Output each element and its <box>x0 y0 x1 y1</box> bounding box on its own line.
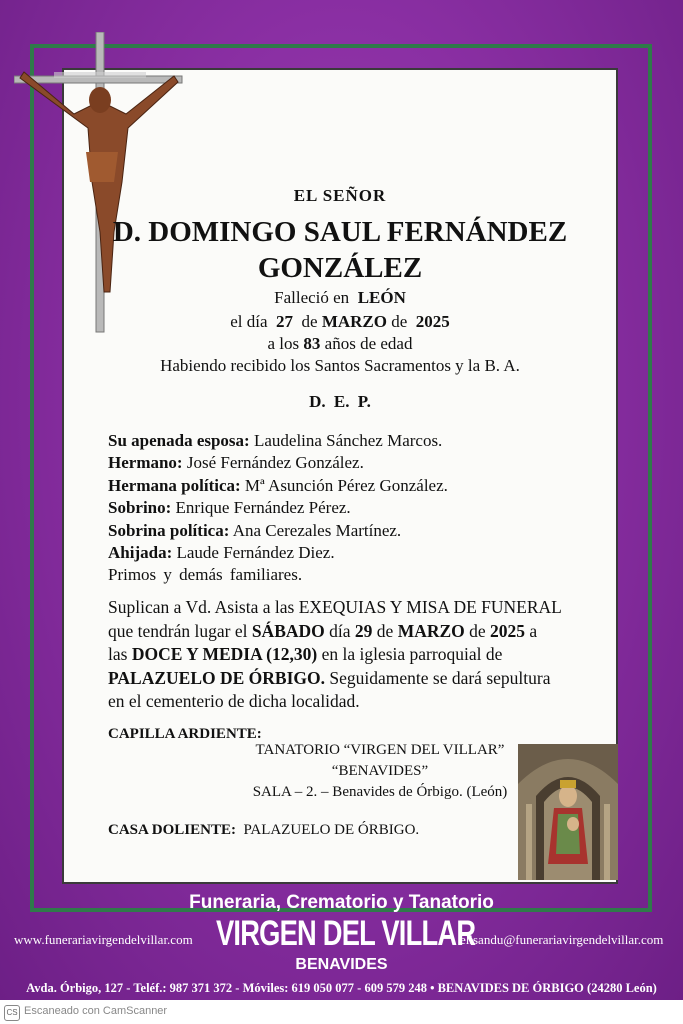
family-value: Enrique Fernández Pérez. <box>175 498 351 518</box>
request-line1: Suplican a Vd. Asista a las EXEQUIAS Y MISA DE FUNERAL <box>108 597 562 617</box>
sacraments-line: Habiendo recibido los Santos Sacramentos y la B. A. <box>160 356 520 375</box>
footer-address: Avda. Órbigo, 127 - Teléf.: 987 371 372 - Móviles: 619 050 077 - 609 579 248 • BENAVIDES DE ÓRBIGO (24280 León) <box>26 981 657 995</box>
request-line4 <box>108 667 594 691</box>
scanner-text: Escaneado con CamScanner <box>24 1005 168 1017</box>
chapel-line3: SALA – 2. – Benavides de Órbigo. (León) <box>252 784 508 800</box>
request-text: de <box>372 620 398 641</box>
family-label: Hermano: <box>108 453 183 473</box>
deceased-name-line1: D. DOMINGO SAUL FERNÁNDEZ <box>112 216 568 248</box>
date-de1: de <box>301 312 318 331</box>
family-list <box>108 430 448 587</box>
family-label: Hermana política: <box>108 475 241 495</box>
request-text: en la iglesia parroquial de <box>317 644 503 664</box>
family-label: Sobrino: <box>108 498 172 518</box>
family-row <box>108 497 448 519</box>
died-line <box>62 288 618 308</box>
request-paragraph <box>108 596 594 714</box>
died-prefix: Falleció en <box>274 288 350 307</box>
virgin-statue-image <box>518 744 618 880</box>
request-year: 2025 <box>490 620 526 641</box>
date-month: MARZO <box>321 312 387 331</box>
request-text: día <box>324 620 355 641</box>
family-value: Mª Asunción Pérez González. <box>244 475 448 495</box>
family-label: Su apenada esposa: <box>108 431 250 450</box>
rip-line: D. E. P. <box>309 392 371 411</box>
chapel-label: CAPILLA ARDIENTE: <box>108 726 262 742</box>
house-label: CASA DOLIENTE: <box>108 822 236 838</box>
date-prefix: el día <box>230 312 268 331</box>
request-text: a <box>525 620 538 641</box>
request-month: MARZO <box>397 620 465 641</box>
family-value: Laude Fernández Diez. <box>176 543 335 563</box>
date-year: 2025 <box>415 312 450 331</box>
footer-email-link[interactable]: elisandu@funerariavirgendelvillar.com <box>460 932 664 947</box>
request-day: SÁBADO <box>251 620 325 641</box>
request-text: las <box>108 644 132 664</box>
house-line <box>108 822 419 839</box>
age-prefix: a los <box>267 334 300 353</box>
request-text: de <box>464 620 491 641</box>
request-church: PALAZUELO DE ÓRBIGO. <box>108 667 325 688</box>
request-line5: en el cementerio de dicha localidad. <box>108 691 360 711</box>
request-time: DOCE Y MEDIA (12,30) <box>131 644 318 664</box>
deceased-name-line2: GONZÁLEZ <box>257 252 423 284</box>
family-label: Ahijada: <box>108 543 173 563</box>
footer-brand: VIRGEN DEL VILLAR <box>216 914 476 953</box>
family-value: José Fernández González. <box>186 453 364 473</box>
request-text: que tendrán lugar el <box>108 620 252 641</box>
request-date: 29 <box>354 620 373 641</box>
house-value: PALAZUELO DE ÓRBIGO. <box>243 822 420 838</box>
chapel-line1: TANATORIO “VIRGEN DEL VILLAR” <box>255 742 505 758</box>
footer-website-link[interactable]: www.funerariavirgendelvillar.com <box>14 932 193 947</box>
title-el-senor: EL SEÑOR <box>293 186 387 205</box>
family-label: Sobrina política: <box>108 520 230 540</box>
family-row <box>108 520 448 542</box>
footer-title: Funeraria, Crematorio y Tanatorio <box>189 892 494 913</box>
age-line <box>62 334 618 354</box>
request-line3 <box>108 643 594 667</box>
date-de2: de <box>391 312 408 331</box>
camscanner-logo-icon: CS <box>4 1005 20 1021</box>
died-place: LEÓN <box>357 288 406 307</box>
family-row <box>108 564 448 586</box>
chapel-line2: “BENAVIDES” <box>331 763 429 779</box>
request-line2 <box>108 620 594 644</box>
age-value: 83 <box>303 334 321 353</box>
family-value: Laudelina Sánchez Marcos. <box>253 431 443 450</box>
family-row <box>108 452 448 474</box>
request-text: Seguidamente se dará sepultura <box>325 667 551 688</box>
family-value: Ana Cerezales Martínez. <box>232 520 402 540</box>
family-value: Primos y demás familiares. <box>108 565 303 585</box>
date-day: 27 <box>276 312 294 331</box>
family-row <box>108 430 448 452</box>
family-row <box>108 542 448 564</box>
footer-town: BENAVIDES <box>295 956 388 973</box>
age-suffix: años de edad <box>324 334 413 353</box>
scanner-bar <box>0 1000 683 1024</box>
family-row <box>108 475 448 497</box>
date-line <box>62 312 618 332</box>
